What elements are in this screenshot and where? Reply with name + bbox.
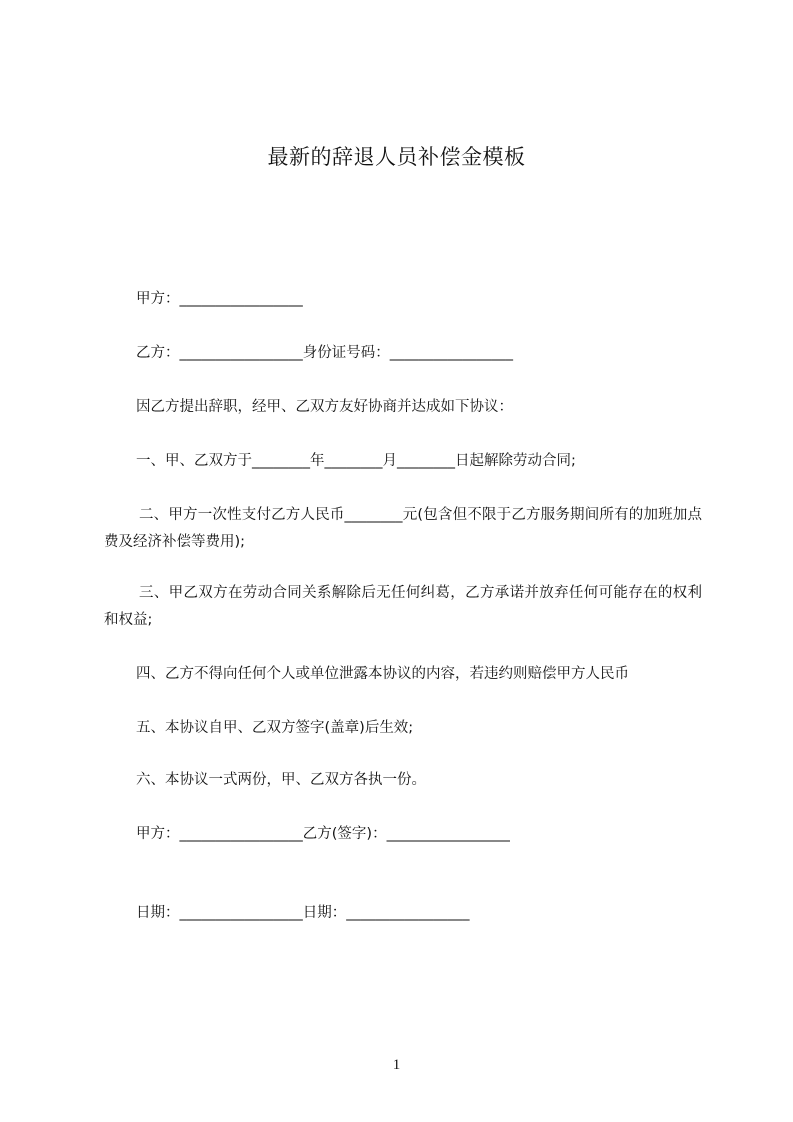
party-a-line: 甲方：_________________: [136, 291, 303, 307]
clause-2: 二、甲方一次性支付乙方人民币________元(包含但不限于乙方服务期间所有的加班加点费及经济补偿等费用);: [104, 507, 702, 550]
party-b-line: 乙方：_________________身份证号码：_________________: [136, 345, 513, 361]
signature-line: 甲方：_________________乙方(签字)：_________________: [136, 826, 510, 842]
intro-paragraph: 因乙方提出辞职，经甲、乙双方友好协商并达成如下协议：: [136, 399, 513, 415]
page-number: 1: [392, 1057, 401, 1073]
clause-1: 一、甲、乙双方于________年________月________日起解除劳动合同;: [136, 453, 576, 469]
clause-6: 六、本协议一式两份，甲、乙双方各执一份。: [136, 772, 426, 788]
document-title: 最新的辞退人员补偿金模板: [267, 145, 526, 169]
clause-3: 三、甲乙双方在劳动合同关系解除后无任何纠葛，乙方承诺并放弃任何可能存在的权利和权益;: [104, 585, 702, 628]
clause-4: 四、乙方不得向任何个人或单位泄露本协议的内容，若违约则赔偿甲方人民币: [136, 666, 629, 682]
clause-5: 五、本协议自甲、乙双方签字(盖章)后生效;: [136, 720, 414, 736]
date-line: 日期：_________________日期：_________________: [136, 905, 470, 921]
